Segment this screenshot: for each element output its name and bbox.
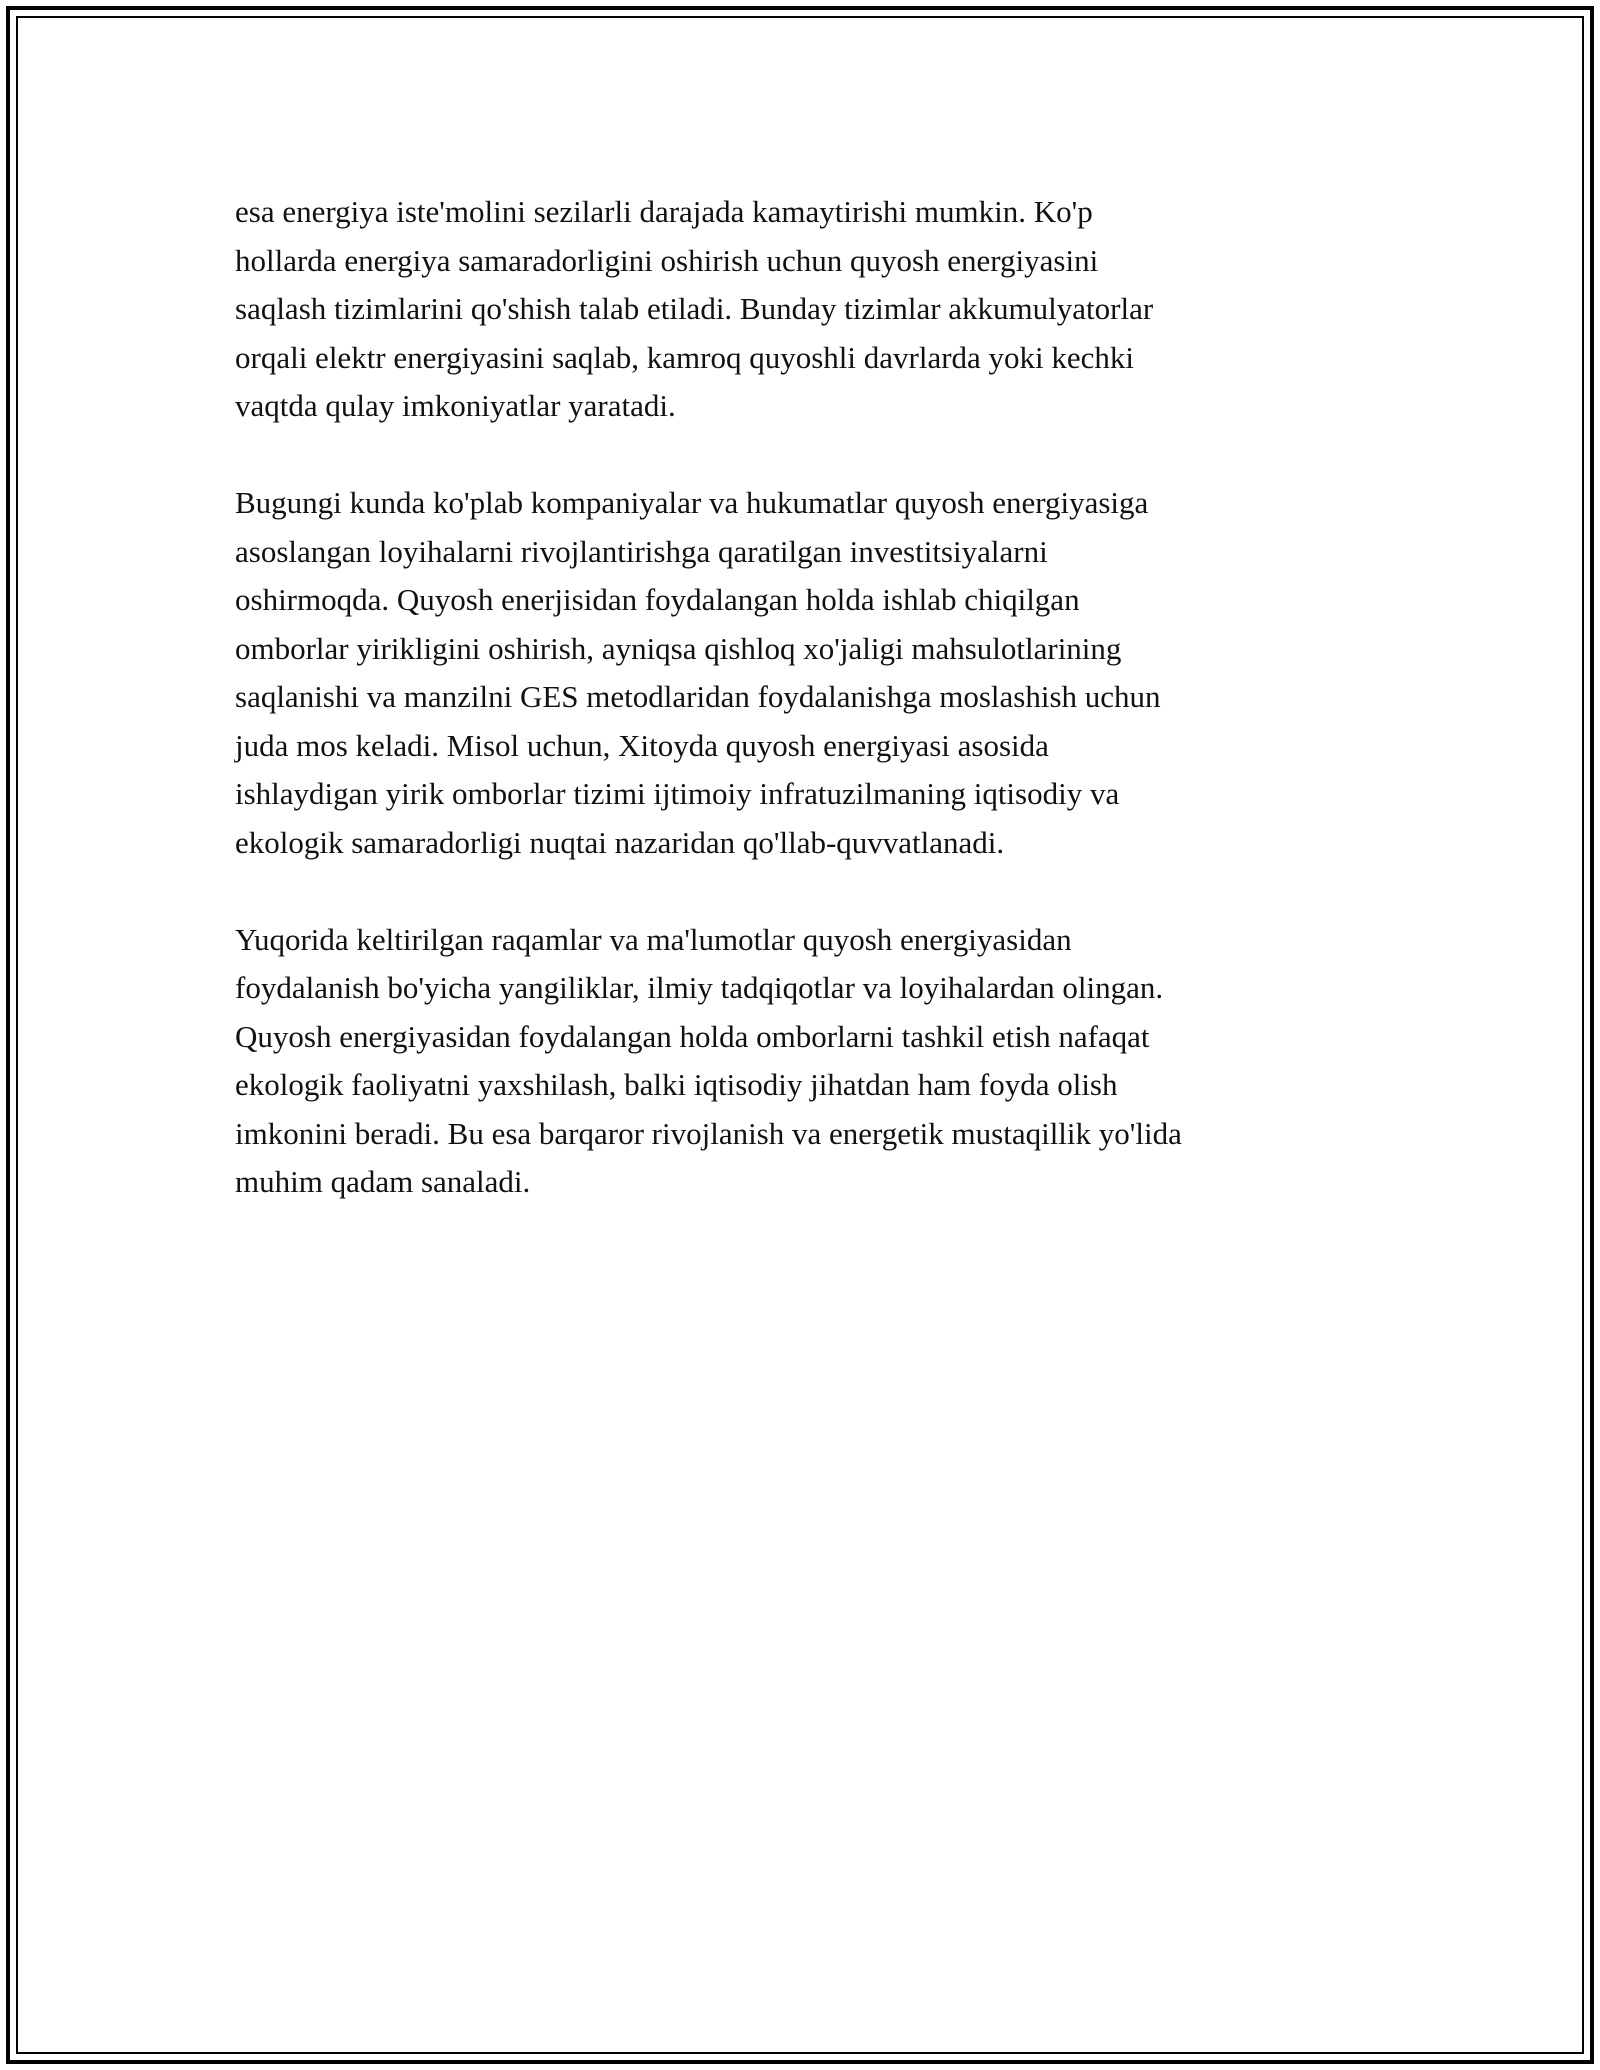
text-line: ekologik samaradorligi nuqtai nazaridan qo'llab-quvvatlanadi. [235,824,1005,860]
text-line: orqali elektr energiyasini saqlab, kamroq quyoshli davrlarda yoki kechki [235,339,1135,375]
text-line: muhim qadam sanaladi. [235,1164,531,1199]
text-line: asoslangan loyihalarni rivojlantirishga qaratilgan investitsiyalarni [235,533,1048,569]
text-line: vaqtda qulay imkoniyatlar yaratadi. [235,388,676,423]
text-line: ekologik faoliyatni yaxshilash, balki iqtisodiy jihatdan ham foyda olish [235,1067,1118,1102]
text-line: juda mos keladi. Misol uchun, Xitoyda quyosh energiyasi asosida [235,727,1049,763]
text-line: imkonini beradi. Bu esa barqaror rivojlanish va energetik mustaqillik yo'lida [235,1115,1182,1151]
paragraph-2 [235,479,1365,867]
text-line: saqlanishi va manzilni GES metodlaridan foydalanishga moslashish uchun [235,679,1161,714]
text-line: saqlash tizimlarini qo'shish talab etiladi. Bunday tizimlar akkumulyatorlar [235,291,1154,326]
text-line: oshirmoqda. Quyosh enerjisidan foydalangan holda ishlab chiqilgan [235,582,1080,617]
text-line: Yuqorida keltirilgan raqamlar va ma'lumotlar quyosh energiyasidan [235,921,1072,957]
document-body [235,188,1365,1255]
text-line: hollarda energiya samaradorligini oshirish uchun quyosh energiyasini [235,242,1099,278]
paragraph-3 [235,916,1365,1207]
text-line: foydalanish bo'yicha yangiliklar, ilmiy tadqiqotlar va loyihalardan olingan. [235,970,1164,1005]
text-line: Quyosh energiyasidan foydalangan holda omborlarni tashkil etish nafaqat [235,1018,1150,1054]
text-line: esa energiya iste'molini sezilarli darajada kamaytirishi mumkin. Ko'p [235,194,1093,229]
text-line: ishlaydigan yirik omborlar tizimi ijtimoiy infratuzilmaning iqtisodiy va [235,776,1120,811]
text-line: omborlar yirikligini oshirish, ayniqsa qishloq xo'jaligi mahsulotlarining [235,630,1122,666]
paragraph-1 [235,188,1365,431]
text-line: Bugungi kunda ko'plab kompaniyalar va hukumatlar quyosh energiyasiga [235,485,1149,520]
